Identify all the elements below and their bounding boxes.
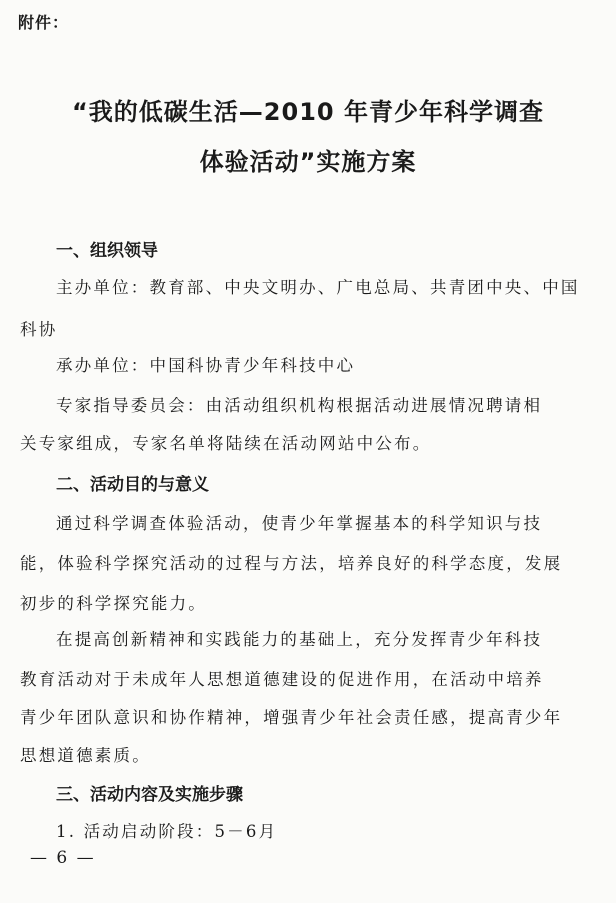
- host-units-line-2: 科协: [20, 320, 58, 339]
- section-heading-steps: 三、活动内容及实施步骤: [56, 785, 243, 805]
- expert-committee-line-1: 专家指导委员会：由活动组织机构根据活动进展情况聘请相: [56, 396, 543, 415]
- purpose-paragraph-2-line-4: 思想道德素质。: [20, 746, 151, 765]
- document-title-line-2: 体验活动”实施方案: [199, 148, 417, 176]
- document-title-line-1: “我的低碳生活—2010 年青少年科学调查: [72, 98, 544, 126]
- section-heading-purpose: 二、活动目的与意义: [56, 475, 209, 495]
- organizer-unit: 承办单位：中国科协青少年科技中心: [56, 356, 356, 375]
- step-1-launch-phase: 1. 活动启动阶段：5－6月: [56, 822, 278, 841]
- purpose-paragraph-1-line-2: 能，体验科学探究活动的过程与方法，培养良好的科学态度，发展: [20, 554, 563, 573]
- expert-committee-line-2: 关专家组成，专家名单将陆续在活动网站中公布。: [20, 434, 432, 453]
- purpose-paragraph-2-line-1: 在提高创新精神和实践能力的基础上，充分发挥青少年科技: [56, 630, 543, 649]
- page-number: — 6 —: [30, 848, 96, 868]
- host-units-line-1: 主办单位：教育部、中央文明办、广电总局、共青团中央、中国: [56, 278, 580, 297]
- purpose-paragraph-2-line-3: 青少年团队意识和协作精神，增强青少年社会责任感，提高青少年: [20, 708, 563, 727]
- section-heading-organization: 一、组织领导: [56, 241, 158, 261]
- purpose-paragraph-1-line-1: 通过科学调查体验活动，使青少年掌握基本的科学知识与技: [56, 514, 543, 533]
- purpose-paragraph-1-line-3: 初步的科学探究能力。: [20, 594, 207, 613]
- purpose-paragraph-2-line-2: 教育活动对于未成年人思想道德建设的促进作用，在活动中培养: [20, 670, 544, 689]
- attachment-label: 附件：: [18, 13, 70, 32]
